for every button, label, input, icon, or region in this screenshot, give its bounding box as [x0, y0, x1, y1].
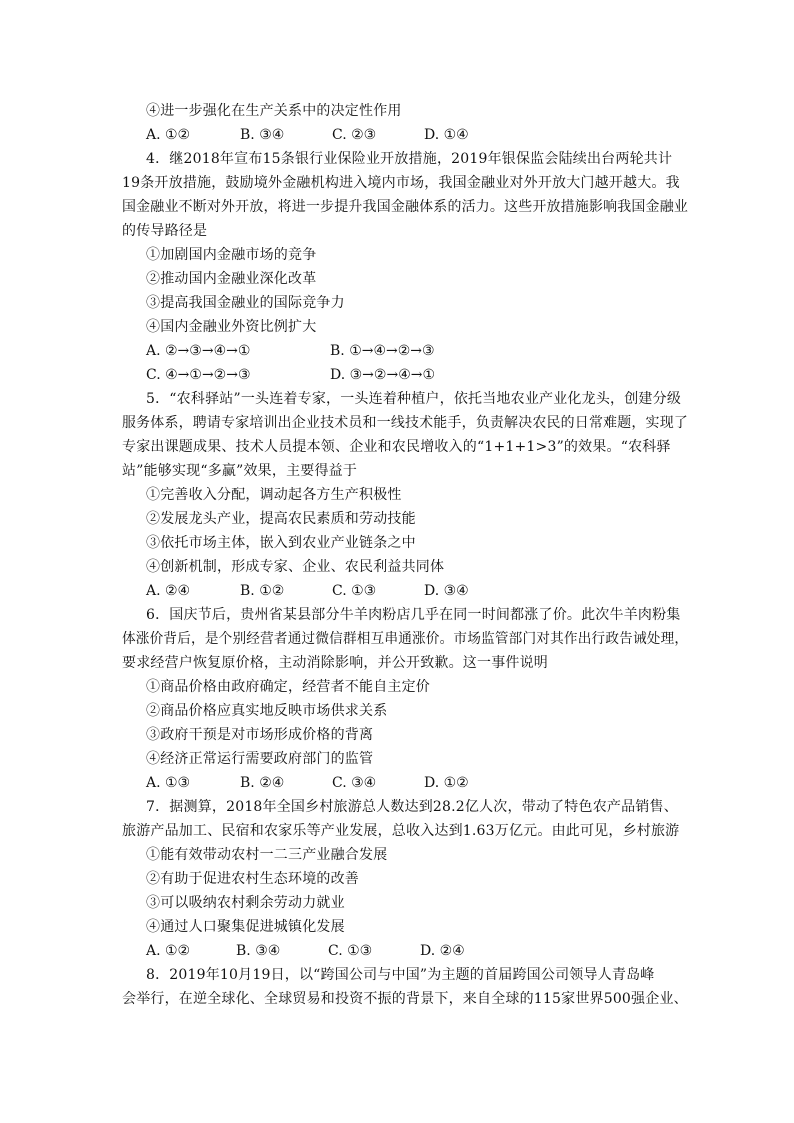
choice: D. ②④ [420, 943, 465, 959]
choice: B. ③④ [240, 127, 285, 143]
question-6-text: 6．国庆节后，贵州省某县部分牛羊肉粉店几乎在同一时间都涨了价。此次牛羊肉粉集 [146, 607, 681, 623]
option-line: ②发展龙头产业，提高农民素质和劳动技能 [146, 511, 416, 527]
choice: A. ①② [146, 127, 191, 143]
option-line: ③依托市场主体，嵌入到农业产业链条之中 [146, 535, 416, 551]
question-7-text: 7．据测算，2018年全国乡村旅游总人数达到28.2亿人次，带动了特色农产品销售、 [146, 799, 678, 815]
choice: B. ①② [240, 583, 285, 599]
option-line: ③提高我国金融业的国际竞争力 [146, 295, 345, 311]
choice: C. ①③ [332, 583, 377, 599]
choice: D. ③→②→④→① [330, 367, 436, 383]
choice: C. ①③ [328, 943, 373, 959]
question-5-text: 站”能够实现“多赢”效果，主要得益于 [122, 463, 358, 479]
choice: C. ③④ [332, 775, 377, 791]
choice: D. ③④ [424, 583, 469, 599]
option-line: ②推动国内金融业深化改革 [146, 271, 317, 287]
choice: B. ②④ [240, 775, 285, 791]
question-4-text: 的传导路径是 [122, 223, 208, 239]
choice: A. ①③ [146, 775, 191, 791]
choice: B. ③④ [236, 943, 281, 959]
choice: C. ②③ [332, 127, 377, 143]
question-5-text: 服务体系，聘请专家培训出企业技术员和一线技术能手，负责解决农民的日常难题，实现了 [122, 415, 689, 431]
option-line: ②商品价格应真实地反映市场供求关系 [146, 703, 388, 719]
option-line: ④进一步强化在生产关系中的决定性作用 [146, 103, 402, 119]
question-4-text: 4．继2018年宣布15条银行业保险业开放措施，2019年银保监会陆续出台两轮共计 [146, 151, 673, 167]
choice: A. ②④ [146, 583, 191, 599]
choice: B. ①→④→②→③ [330, 343, 435, 359]
question-6-text: 体涨价背后，是个别经营者通过微信群相互串通涨价。市场监管部门对其作出行政告诫处理， [122, 631, 689, 647]
question-6-text: 要求经营户恢复原价格，主动消除影响，并公开致歉。这一事件说明 [122, 655, 548, 671]
option-line: ③可以吸纳农村剩余劳动力就业 [146, 895, 345, 911]
question-5-text: 5．“农科驿站”一头连着专家，一头连着种植户，依托当地农业产业化龙头，创建分级 [146, 391, 682, 407]
question-5-text: 专家出课题成果、技术人员提本领、企业和农民增收入的“1+1+1>3”的效果。“农科驿 [122, 439, 671, 455]
choice: C. ④→①→②→③ [146, 367, 251, 383]
question-8-text: 会举行，在逆全球化、全球贸易和投资不振的背景下，来自全球的115家世界500强企业、 [122, 991, 688, 1007]
option-line: ①商品价格由政府确定，经营者不能自主定价 [146, 679, 430, 695]
option-line: ③政府干预是对市场形成价格的背离 [146, 727, 374, 743]
option-line: ④经济正常运行需要政府部门的监管 [146, 751, 374, 767]
question-4-text: 国金融业不断对外开放，将进一步提升我国金融体系的活力。这些开放措施影响我国金融业 [122, 199, 689, 215]
option-line: ④创新机制，形成专家、企业、农民利益共同体 [146, 559, 445, 575]
option-line: ④通过人口聚集促进城镇化发展 [146, 919, 345, 935]
option-line: ①能有效带动农村一二三产业融合发展 [146, 847, 388, 863]
choice: A. ②→③→④→① [146, 343, 251, 359]
choice: D. ①④ [424, 127, 469, 143]
option-line: ①完善收入分配，调动起各方生产积极性 [146, 487, 402, 503]
option-line: ①加剧国内金融市场的竞争 [146, 247, 317, 263]
option-line: ②有助于促进农村生态环境的改善 [146, 871, 359, 887]
question-4-text: 19条开放措施，鼓励境外金融机构进入境内市场，我国金融业对外开放大门越开越大。我 [122, 175, 680, 191]
choice: A. ①② [146, 943, 191, 959]
question-8-text: 8．2019年10月19日，以“跨国公司与中国”为主题的首届跨国公司领导人青岛峰 [146, 967, 655, 983]
question-7-text: 旅游产品加工、民宿和农家乐等产业发展，总收入达到1.63万亿元。由此可见，乡村旅游 [122, 823, 680, 839]
choice: D. ①② [424, 775, 469, 791]
option-line: ④国内金融业外资比例扩大 [146, 319, 317, 335]
